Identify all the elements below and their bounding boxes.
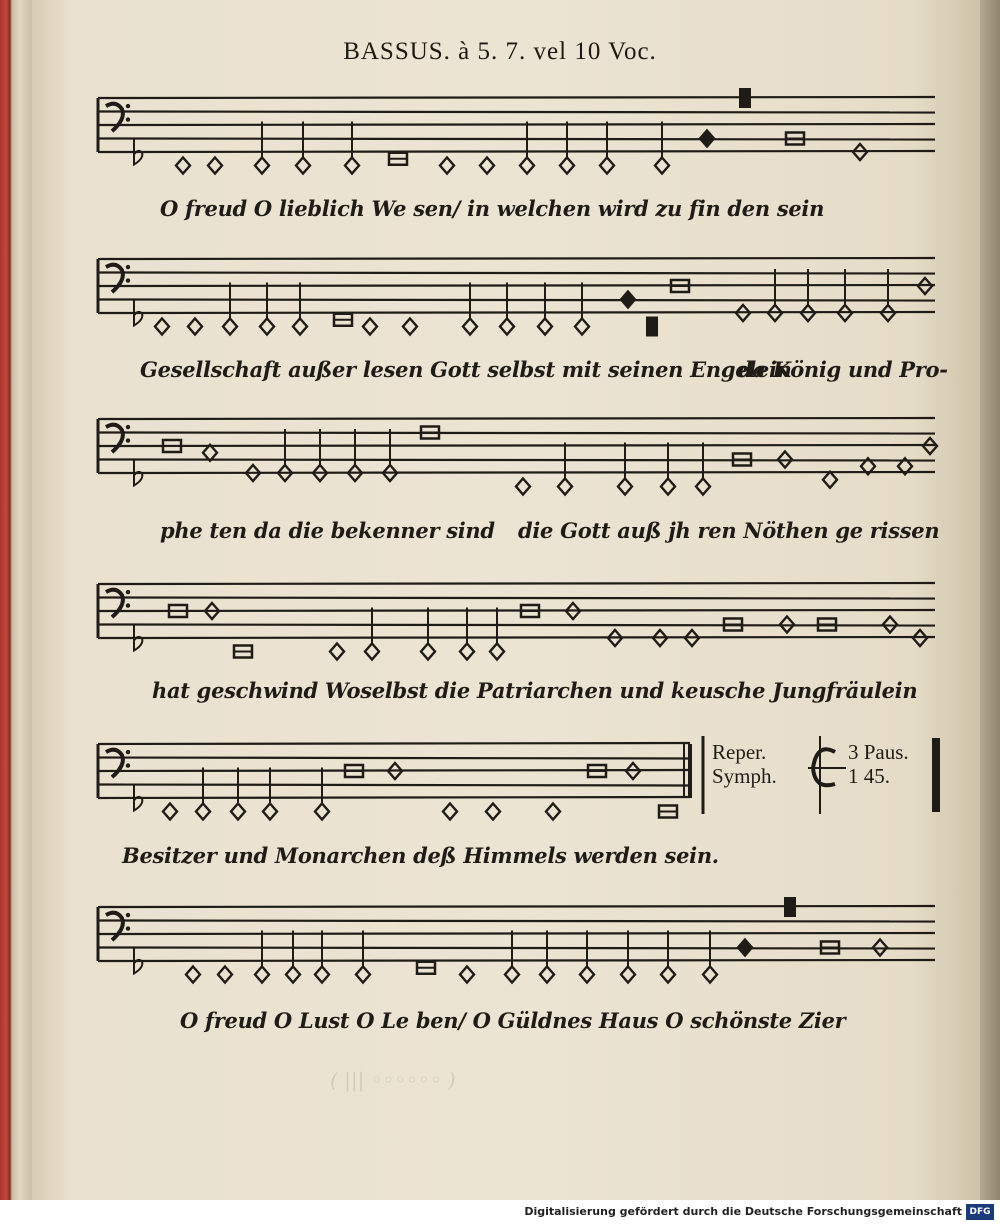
diamond-note (823, 472, 837, 488)
flat-sign (134, 139, 142, 165)
music-staff-6 (0, 893, 1000, 993)
diamond-note (421, 644, 435, 660)
staff-line (98, 743, 690, 744)
bass-clef-dot (126, 425, 130, 429)
diamond-note (208, 158, 222, 174)
diamond-note (661, 967, 675, 983)
bass-clef-dot (126, 104, 130, 108)
bass-clef (106, 104, 123, 131)
staff-line (98, 312, 935, 313)
staff-line (98, 433, 935, 434)
diamond-note (231, 804, 245, 820)
staff-line (98, 933, 935, 934)
lyric-line-2: Gesellschaft außer lesen Gott selbst mit seinen Engelein (140, 357, 792, 382)
staff-line (98, 637, 935, 638)
repeat-label-2: Symph. (712, 764, 777, 788)
diamond-note (293, 319, 307, 335)
diamond-note (696, 479, 710, 495)
diamond-note (505, 967, 519, 983)
staff-line (98, 460, 935, 461)
diamond-note (558, 479, 572, 495)
diamond-note (260, 319, 274, 335)
repeat-label (712, 740, 777, 788)
diamond-note (296, 158, 310, 174)
filled-longa (646, 317, 658, 337)
diamond-note (618, 479, 632, 495)
diamond-note (403, 319, 417, 335)
staff-line (98, 921, 935, 922)
staff-line (98, 112, 935, 113)
repeat-label-1: Reper. (712, 740, 767, 764)
staff-line (98, 124, 935, 125)
diamond-note (546, 804, 560, 820)
diamond-note (486, 804, 500, 820)
diamond-note (500, 319, 514, 335)
bass-clef (106, 750, 123, 777)
staff-line (98, 583, 935, 584)
staff-line (98, 960, 935, 961)
lyric-line-2b: da König und Pro- (738, 357, 948, 382)
diamond-note (330, 644, 344, 660)
bass-clef (106, 425, 123, 452)
lyric-line-5: Besitzer und Monarchen deß Himmels werden sein. (122, 843, 719, 868)
staff-line (98, 797, 690, 798)
lyric-line-3: phe ten da die bekenner sind (160, 518, 495, 543)
staff-line (98, 139, 935, 140)
staff-line (98, 285, 935, 286)
music-staff-3 (0, 405, 1000, 505)
bass-clef-dot (126, 278, 130, 282)
flat-sign (134, 300, 142, 326)
diamond-note (560, 158, 574, 174)
staff-line (98, 445, 935, 446)
diamond-note (345, 158, 359, 174)
diamond-note (621, 967, 635, 983)
footer-bar (0, 1200, 1000, 1225)
music-staff-2 (0, 245, 1000, 345)
diamond-note (655, 158, 669, 174)
lyric-line-1: O freud O lieblich We sen/ in welchen wird zu fin den sein (160, 196, 825, 221)
diamond-note (188, 319, 202, 335)
pause-label: 3 Paus. (848, 740, 909, 764)
flat-sign (134, 948, 142, 974)
diamond-note (538, 319, 552, 335)
diamond-note (703, 967, 717, 983)
diamond-note (460, 644, 474, 660)
staff-line (98, 151, 935, 152)
staff-line (98, 598, 935, 599)
staff-line (98, 785, 690, 786)
bass-clef-dot (126, 750, 130, 754)
diamond-note (255, 967, 269, 983)
lyric-line-3b: die Gott auß jh ren Nöthen ge rissen (518, 518, 940, 543)
bass-clef-dot (126, 117, 130, 121)
bass-clef (106, 265, 123, 292)
bass-clef-dot (126, 603, 130, 607)
diamond-note (460, 967, 474, 983)
diamond-note (463, 319, 477, 335)
diamond-note (490, 644, 504, 660)
bass-clef-dot (126, 590, 130, 594)
staff-line (98, 948, 935, 949)
diamond-note (700, 131, 714, 147)
diamond-note (218, 967, 232, 983)
diamond-note (600, 158, 614, 174)
diamond-note (480, 158, 494, 174)
staff-line (98, 418, 935, 419)
diamond-note (255, 158, 269, 174)
bleed-through-mark: ( ||| ◦◦◦◦◦◦ ) (330, 1068, 456, 1092)
bass-clef (106, 913, 123, 940)
pause-number: 1 45. (848, 764, 890, 788)
diamond-note (516, 479, 530, 495)
diamond-note (155, 319, 169, 335)
footer-text: Digitalisierung gefördert durch die Deutsche Forschungsgemeinschaft (524, 1205, 962, 1218)
diamond-note (263, 804, 277, 820)
diamond-note (661, 479, 675, 495)
diamond-note (363, 319, 377, 335)
diamond-note (203, 445, 217, 461)
diamond-note (186, 967, 200, 983)
diamond-note (315, 804, 329, 820)
staff-line (98, 258, 935, 259)
diamond-note (520, 158, 534, 174)
staff-line (98, 906, 935, 907)
dfg-logo: DFG (966, 1204, 994, 1220)
diamond-note (315, 967, 329, 983)
bass-clef-dot (126, 926, 130, 930)
staff-line (98, 758, 690, 759)
flat-sign (134, 460, 142, 486)
staff-line (98, 472, 935, 473)
diamond-note (365, 644, 379, 660)
diamond-note (440, 158, 454, 174)
filled-longa (739, 88, 751, 108)
bass-clef (106, 590, 123, 617)
staff-line (98, 625, 935, 626)
diamond-note (196, 804, 210, 820)
flat-sign (134, 625, 142, 651)
bass-clef-dot (126, 763, 130, 767)
diamond-note (223, 319, 237, 335)
diamond-note (163, 804, 177, 820)
lyric-line-6: O freud O Lust O Le ben/ O Güldnes Haus O schönste Zier (180, 1008, 846, 1033)
staff-line (98, 610, 935, 611)
page-header: BASSUS. à 5. 7. vel 10 Voc. (343, 38, 657, 65)
music-staff-1 (0, 84, 1000, 184)
music-staff-4 (0, 570, 1000, 670)
filled-longa (784, 897, 796, 917)
diamond-note (286, 967, 300, 983)
diamond-note (575, 319, 589, 335)
diamond-note (621, 292, 635, 308)
staff-line (98, 97, 935, 98)
diamond-note (356, 967, 370, 983)
diamond-note (176, 158, 190, 174)
pause-marking (848, 740, 909, 788)
bass-clef-dot (126, 265, 130, 269)
diamond-note (580, 967, 594, 983)
final-bar (932, 738, 940, 812)
staff-line (98, 300, 935, 301)
bass-clef-dot (126, 438, 130, 442)
diamond-note (540, 967, 554, 983)
flat-sign (134, 785, 142, 811)
diamond-note (738, 940, 752, 956)
lyric-line-4: hat geschwind Woselbst die Patriarchen und keusche Jungfräulein (152, 678, 918, 703)
bass-clef-dot (126, 913, 130, 917)
diamond-note (443, 804, 457, 820)
staff-line (98, 273, 935, 274)
